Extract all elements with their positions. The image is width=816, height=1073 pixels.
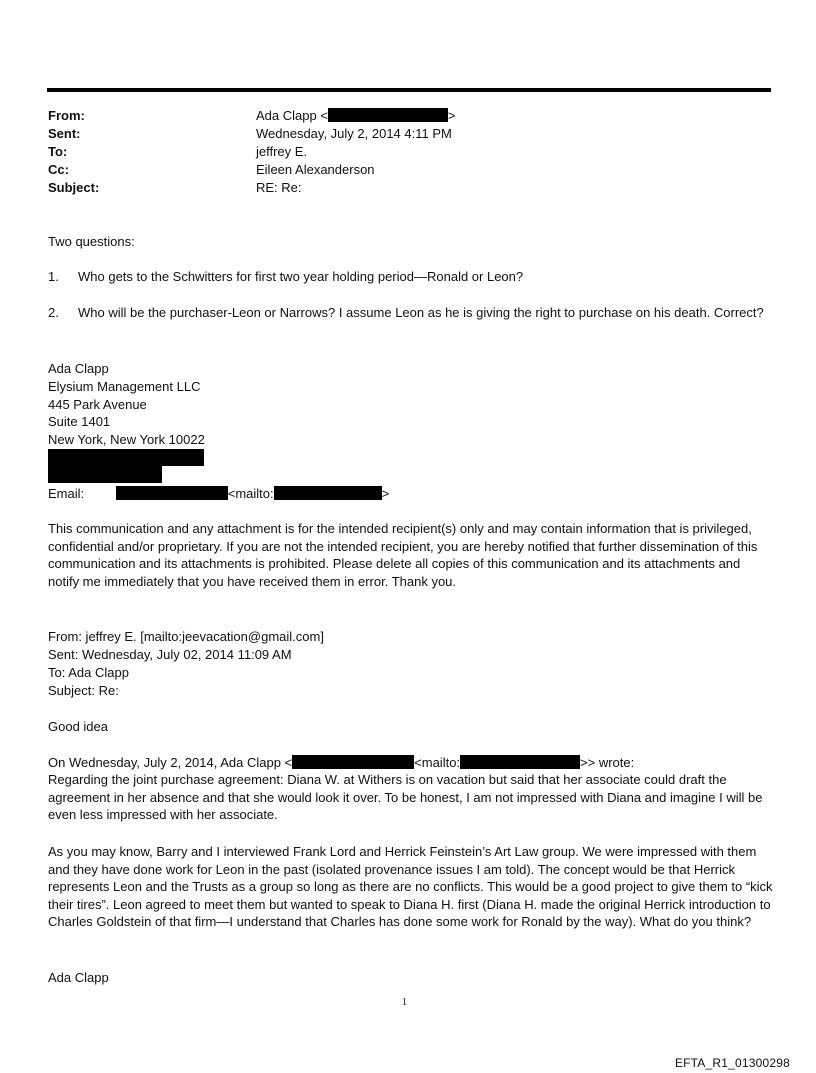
signature-email-line bbox=[48, 485, 773, 503]
question-2-text: Who will be the purchaser-Leon or Narrows? I assume Leon as he is giving the right to purchase on his death. Correct? bbox=[78, 305, 764, 320]
question-1-number: 1. bbox=[48, 269, 59, 284]
email-mailto-close: > bbox=[381, 486, 390, 501]
subject-label: Subject: bbox=[48, 180, 100, 195]
from-name: Ada Clapp < bbox=[256, 108, 328, 123]
cc-value: Eileen Alexanderson bbox=[256, 162, 375, 177]
redaction-box bbox=[460, 755, 580, 769]
signature-address1: 445 Park Avenue bbox=[48, 397, 147, 412]
cc-label: Cc: bbox=[48, 162, 69, 177]
quoted-reply: Good idea bbox=[48, 719, 108, 734]
quoted-paragraph-1: Regarding the joint purchase agreement: Diana W. at Withers is on vacation but said that her associate could draft the agreement in her absence and that she would look it over. To be honest, I am not impressed with Diana and imagine I will be even less impressed with her associate. bbox=[48, 772, 763, 822]
redaction-box bbox=[274, 486, 382, 500]
from-value bbox=[256, 108, 456, 123]
quoted-to: To: Ada Clapp bbox=[48, 665, 129, 680]
document-id: EFTA_R1_01300298 bbox=[674, 1056, 790, 1070]
email-label: Email: bbox=[48, 486, 85, 501]
quoted-signoff: Ada Clapp bbox=[48, 970, 109, 985]
redaction-box bbox=[328, 108, 448, 122]
question-2 bbox=[48, 304, 773, 322]
intro-text: Two questions: bbox=[48, 234, 135, 249]
subject-value: RE: Re: bbox=[256, 180, 302, 195]
question-2-number: 2. bbox=[48, 305, 59, 320]
quoted-paragraph-2: As you may know, Barry and I interviewed Frank Lord and Herrick Feinstein’s Art Law group. We were impressed with them and they have done work for Leon in the past (isolated provenance issues I am told). The concept would be that Herrick represents Leon and the Trusts as a group so long as there are no conflicts. This would be a good project to give them to “kick their tires”. Leon agreed to meet them but wanted to speak to Diana H. first (Diana H. made the original Herrick introduction to Charles Goldstein of that firm—I understand that Charles has done some work for Ronald by the way). What do you think? bbox=[48, 844, 773, 929]
question-1 bbox=[48, 268, 773, 286]
from-close: > bbox=[447, 108, 456, 123]
from-label: From: bbox=[48, 108, 85, 123]
question-1-text: Who gets to the Schwitters for first two year holding period—Ronald or Leon? bbox=[78, 269, 524, 284]
header-rule bbox=[47, 88, 771, 92]
wrote-suffix: >> wrote: bbox=[580, 755, 635, 770]
wrote-prefix: On Wednesday, July 2, 2014, Ada Clapp < bbox=[48, 755, 293, 770]
quoted-sent: Sent: Wednesday, July 02, 2014 11:09 AM bbox=[48, 647, 292, 662]
page-number: 1 bbox=[402, 997, 407, 1008]
redaction-box bbox=[48, 466, 162, 483]
quoted-from: From: jeffrey E. [mailto:jeevacation@gmail.com] bbox=[48, 629, 324, 644]
signature-address2: Suite 1401 bbox=[48, 414, 111, 429]
redaction-box bbox=[48, 449, 204, 466]
quoted-subject: Subject: Re: bbox=[48, 683, 119, 698]
signature-name: Ada Clapp bbox=[48, 361, 109, 376]
quoted-wrote-line bbox=[48, 754, 773, 772]
signature-city: New York, New York 10022 bbox=[48, 432, 205, 447]
to-label: To: bbox=[48, 144, 68, 159]
email-mailto: <mailto: bbox=[227, 486, 274, 501]
signature-company: Elysium Management LLC bbox=[48, 379, 201, 394]
sent-value: Wednesday, July 2, 2014 4:11 PM bbox=[256, 126, 452, 141]
disclaimer: This communication and any attachment is for the intended recipient(s) only and may contain information that is privileged, confidential and/or proprietary. If you are not the intended recipient, you are hereby notified that further dissemination of this communication and its attachments is prohibited. Please delete all copies of this communication and its attachments and notify me immediately that you have received them in error. Thank you. bbox=[48, 521, 758, 589]
to-value: jeffrey E. bbox=[256, 144, 308, 159]
sent-label: Sent: bbox=[48, 126, 81, 141]
redaction-box bbox=[116, 486, 228, 500]
wrote-mailto: <mailto: bbox=[414, 755, 461, 770]
redaction-box bbox=[292, 755, 414, 769]
